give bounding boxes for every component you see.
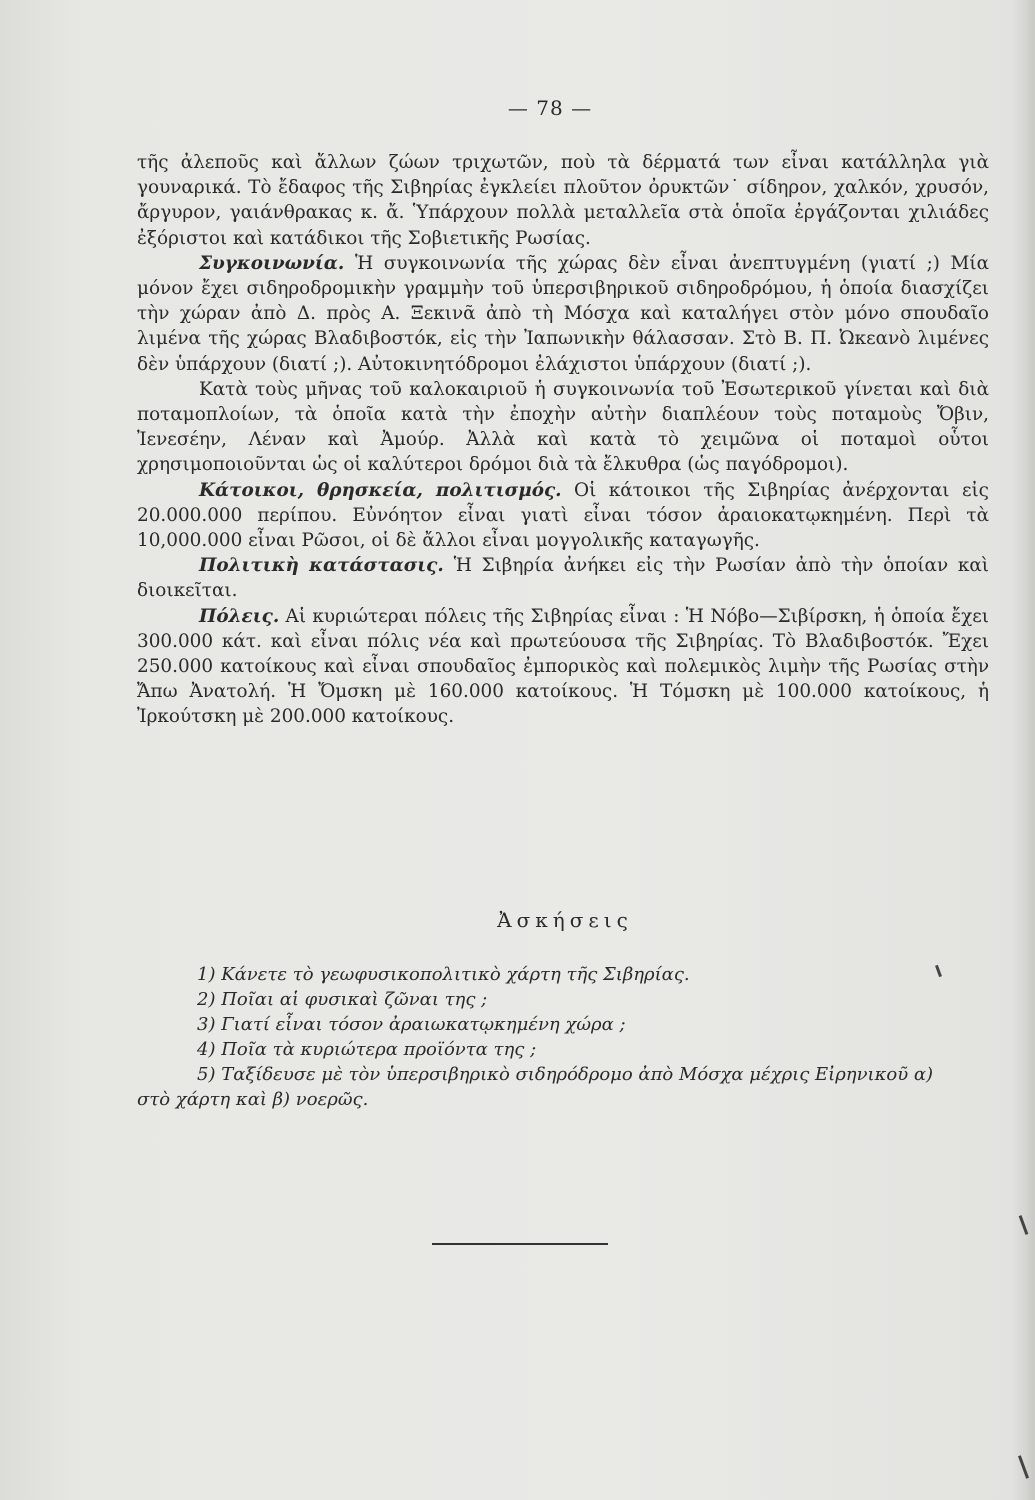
page-edge-shadow [1011, 0, 1035, 1500]
exercise-item: 4) Ποῖα τὰ κυριώτερα προϊόντα της ; [197, 1039, 537, 1060]
exercise-item: 5) Ταξίδευσε μὲ τὸν ὑπερσιβηρικὸ σιδηρόδρομο ἀπὸ Μόσχα μέχρις Εἰρηνικοῦ α) στὸ χάρτη καὶ β) νοερῶς. [137, 1064, 934, 1110]
paragraph-text: Οἱ κάτοικοι τῆς Σιβηρίας ἀνέρχονται εἰς 20.000.000 περίπου. Εὐνόητον εἶναι γιατὶ εἶναι τόσον ἀραιοκατῳκημένη. Περὶ τὰ 10,000.000 εἶναι Ρῶσοι, οἱ δὲ ἄλλοι εἶναι μογγολικῆς καταγωγῆς. [137, 479, 989, 552]
paragraph-political [137, 553, 989, 603]
end-rule [432, 1243, 608, 1245]
section-heading-political: Πολιτικὴ κατάστασις. [199, 555, 444, 577]
paragraph-text: Αἱ κυριώτεραι πόλεις τῆς Σιβηρίας εἶναι : Ἡ Νόβο—Σιβίρσκη, ἡ ὁποία ἔχει 300.000 κάτ. καὶ εἶναι πόλις νέα καὶ πρωτεύουσα τῆς Σιβηρίας. Τὸ Βλαδιβοστόκ. Ἔχει 250.000 κατοίκους καὶ εἶναι σπουδαῖος ἐμπορικὸς καὶ πολεμικὸς λιμὴν τῆς Ρωσίας στὴν Ἄπω Ἀνατολή. Ἡ Ὄμσκη μὲ 160.000 κατοίκους. Ἡ Τόμσκη μὲ 100.000 κατοίκους, ἡ Ἰρκούτσκη μὲ 200.000 κατοίκους. [137, 605, 989, 728]
paragraph-population [137, 478, 989, 554]
paragraph-river-transport [137, 377, 989, 478]
paragraph-text: τῆς ἀλεποῦς καὶ ἄλλων ζώων τριχωτῶν, ποὺ τὰ δέρματά των εἶναι κατάλληλα γιὰ γουναρικά. Τὸ ἔδαφος τῆς Σιβηρίας ἐγκλείει πλοῦτον ὀρυκτῶν˙ σίδηρον, χαλκόν, χρυσόν, ἄργυρον, γαιάνθρακας κ. ἄ. Ὑπάρχουν πολλὰ μεταλλεῖα στὰ ὁποῖα ἐργάζονται χιλιάδες ἐξόριστοι καὶ κατάδικοι τῆς Σοβιετικῆς Ρωσίας. [137, 152, 989, 249]
main-text [137, 150, 989, 730]
paragraph-furs-minerals [137, 150, 989, 251]
section-heading-population: Κάτοικοι, θρησκεία, πολιτισμός. [199, 479, 562, 501]
page-number: — 78 — [507, 96, 593, 120]
section-heading-communication: Συγκοινωνία. [199, 252, 345, 274]
exercise-item: 3) Γιατί εἶναι τόσον ἀραιωκατῳκημένη χώρα ; [197, 1014, 626, 1035]
exercise-item: 1) Κάνετε τὸ γεωφυσικοπολιτικὸ χάρτη τῆς Σιβηρίας. [197, 964, 690, 985]
section-heading-cities: Πόλεις. [199, 605, 280, 627]
paragraph-text: Κατὰ τοὺς μῆνας τοῦ καλοκαιριοῦ ἡ συγκοινωνία τοῦ Ἐσωτερικοῦ γίνεται καὶ διὰ ποταμοπλοίων, τὰ ὁποῖα κατὰ τὴν ἐποχὴν αὐτὴν διαπλέουν τοὺς ποταμοὺς Ὄβιν, Ἰενεσέην, Λέναν καὶ Ἀμούρ. Ἀλλὰ καὶ κατὰ τὸ χειμῶνα οἱ ποταμοὶ οὗτοι χρησιμοποιοῦνται ὡς οἱ καλύτεροι δρόμοι διὰ τὰ ἔλκυθρα (ὡς παγόδρομοι). [137, 378, 989, 476]
paragraph-text: Ἡ Σιβηρία ἀνήκει εἰς τὴν Ρωσίαν ἀπὸ τὴν ὁποίαν καὶ διοικεῖται. [137, 555, 990, 602]
paragraph-communication [137, 251, 989, 377]
paragraph-text: Ἡ συγκοινωνία τῆς χώρας δὲν εἶναι ἀνεπτυγμένη (γιατί ;) Μία μόνον ἔχει σιδηροδρομικὴν γραμμὴν τοῦ ὑπερσιβηρικοῦ σιδηροδρόμου, ἡ ὁποία διασχίζει τὴν χώραν ἀπὸ Δ. πρὸς Α. Ξεκινᾶ ἀπὸ τὴ Μόσχα καὶ καταλήγει στὸν μόνο σπουδαῖο λιμένα τῆς χώρας Βλαδιβοστόκ, εἰς τὴν Ἰαπωνικὴν θάλασσαν. Στὸ Β. Π. Ὠκεανὸ λιμένες δὲν ὑπάρχουν (διατί ;). Αὐτοκινητόδρομοι ἐλάχιστοι ὑπάρχουν (διατί ;). [137, 252, 989, 375]
paragraph-cities [137, 604, 989, 730]
exercises-title: Ἀσκήσεις [497, 908, 633, 932]
exercise-item: 2) Ποῖαι αἱ φυσικαὶ ζῶναι της ; [197, 989, 488, 1010]
exercises-list [137, 962, 969, 1112]
